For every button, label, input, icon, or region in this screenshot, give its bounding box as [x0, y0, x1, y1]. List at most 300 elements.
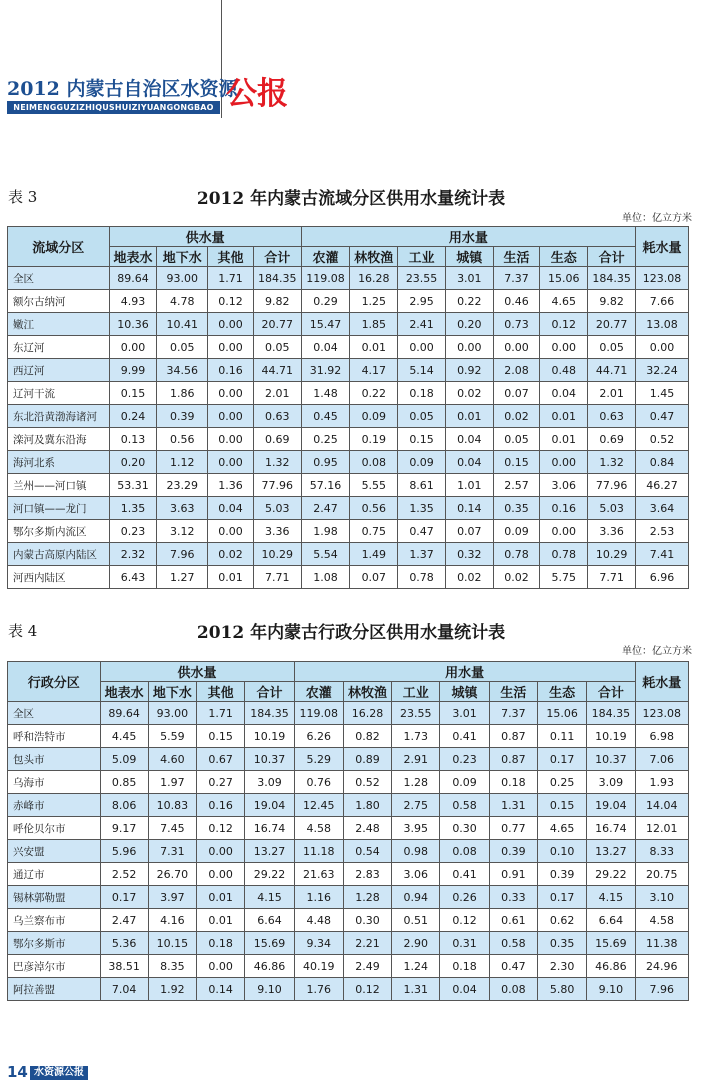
table-cell: 0.12 [540, 313, 588, 336]
table-cell: 0.63 [253, 405, 301, 428]
row-label: 辽河干流 [8, 382, 110, 405]
col-header: 农灌 [294, 682, 343, 702]
table-row [8, 702, 689, 725]
row-label: 通辽市 [8, 863, 101, 886]
table-cell: 0.01 [208, 566, 254, 589]
table-cell: 0.00 [540, 451, 588, 474]
table-cell: 7.37 [489, 702, 537, 725]
table-cell: 0.09 [493, 520, 540, 543]
table-cell: 0.67 [197, 748, 245, 771]
table-cell: 5.80 [537, 978, 586, 1001]
table-cell: 13.08 [636, 313, 689, 336]
col-header: 其他 [197, 682, 245, 702]
col-header: 工业 [392, 682, 440, 702]
table-cell: 0.07 [445, 520, 493, 543]
table-cell: 5.96 [100, 840, 148, 863]
table-cell: 4.45 [100, 725, 148, 748]
table-cell: 0.47 [489, 955, 537, 978]
row-label: 海河北系 [8, 451, 110, 474]
table-cell: 21.63 [294, 863, 343, 886]
table-cell: 0.94 [392, 886, 440, 909]
table-cell: 4.65 [537, 817, 586, 840]
table-cell: 46.86 [245, 955, 294, 978]
table-cell: 10.19 [587, 725, 635, 748]
table-cell: 16.74 [245, 817, 294, 840]
table-cell: 0.17 [100, 886, 148, 909]
row-label: 兴安盟 [8, 840, 101, 863]
table-cell: 7.06 [635, 748, 688, 771]
table-cell: 119.08 [301, 267, 350, 290]
table-cell: 0.69 [588, 428, 636, 451]
table-cell: 15.06 [537, 702, 586, 725]
row-label: 呼和浩特市 [8, 725, 101, 748]
table-cell: 1.85 [350, 313, 398, 336]
col-header: 合计 [588, 247, 636, 267]
table-cell: 2.30 [537, 955, 586, 978]
table-cell: 0.11 [537, 725, 586, 748]
row-label: 河口镇——龙门 [8, 497, 110, 520]
table-cell: 123.08 [635, 702, 688, 725]
table-row [8, 863, 689, 886]
table-cell: 0.08 [350, 451, 398, 474]
table-cell: 0.12 [208, 290, 254, 313]
table-cell: 0.76 [294, 771, 343, 794]
table-cell: 0.00 [109, 336, 157, 359]
table-cell: 10.37 [245, 748, 294, 771]
table-cell: 2.75 [392, 794, 440, 817]
table-cell: 0.29 [301, 290, 350, 313]
table-cell: 0.04 [540, 382, 588, 405]
table-cell: 1.71 [208, 267, 254, 290]
table-cell: 2.01 [588, 382, 636, 405]
table-row [8, 771, 689, 794]
col-header: 生态 [540, 247, 588, 267]
table-cell: 0.01 [540, 405, 588, 428]
table-cell: 0.39 [537, 863, 586, 886]
col-header: 地下水 [157, 247, 208, 267]
table-cell: 0.54 [343, 840, 391, 863]
table-cell: 0.16 [208, 359, 254, 382]
table-cell: 3.63 [157, 497, 208, 520]
table4-unit: 单位：亿立方米 [622, 646, 692, 657]
table-cell: 77.96 [253, 474, 301, 497]
subheader-row [8, 247, 689, 267]
table-cell: 89.64 [109, 267, 157, 290]
table-row [8, 313, 689, 336]
table-cell: 9.34 [294, 932, 343, 955]
row-label: 呼伦贝尔市 [8, 817, 101, 840]
table-row [8, 566, 689, 589]
table-cell: 44.71 [588, 359, 636, 382]
table-cell: 0.91 [489, 863, 537, 886]
table-cell: 0.00 [636, 336, 689, 359]
table-cell: 5.55 [350, 474, 398, 497]
col-header: 农灌 [301, 247, 350, 267]
table-cell: 0.07 [493, 382, 540, 405]
table-row [8, 840, 689, 863]
table-cell: 0.05 [398, 405, 446, 428]
table-cell: 89.64 [100, 702, 148, 725]
region-header: 行政分区 [8, 662, 101, 702]
table-cell: 0.01 [540, 428, 588, 451]
supply-header: 供水量 [100, 662, 294, 682]
table-cell: 2.83 [343, 863, 391, 886]
table-cell: 3.64 [636, 497, 689, 520]
table-cell: 1.32 [253, 451, 301, 474]
table-cell: 2.53 [636, 520, 689, 543]
table-cell: 0.05 [157, 336, 208, 359]
table-cell: 0.23 [109, 520, 157, 543]
table-cell: 4.15 [245, 886, 294, 909]
table-cell: 29.22 [245, 863, 294, 886]
table-cell: 0.00 [197, 955, 245, 978]
table-cell: 0.15 [109, 382, 157, 405]
col-header: 地下水 [148, 682, 196, 702]
table-cell: 1.71 [197, 702, 245, 725]
table-row [8, 955, 689, 978]
table-cell: 1.35 [109, 497, 157, 520]
row-label: 东辽河 [8, 336, 110, 359]
table-cell: 0.61 [489, 909, 537, 932]
supply-header: 供水量 [109, 227, 301, 247]
table-cell: 3.06 [540, 474, 588, 497]
table-row [8, 817, 689, 840]
table-cell: 0.78 [493, 543, 540, 566]
table-cell: 10.83 [148, 794, 196, 817]
table-cell: 2.08 [493, 359, 540, 382]
table-cell: 0.16 [540, 497, 588, 520]
table-cell: 15.47 [301, 313, 350, 336]
table-cell: 0.09 [350, 405, 398, 428]
table-row [8, 794, 689, 817]
table-cell: 26.70 [148, 863, 196, 886]
table-row [8, 497, 689, 520]
table-cell: 1.45 [636, 382, 689, 405]
table-cell: 0.87 [489, 725, 537, 748]
col-header: 生活 [493, 247, 540, 267]
table-cell: 0.02 [208, 543, 254, 566]
table-cell: 0.14 [445, 497, 493, 520]
table-cell: 1.98 [301, 520, 350, 543]
table-cell: 7.71 [253, 566, 301, 589]
table-cell: 23.29 [157, 474, 208, 497]
table-cell: 10.29 [253, 543, 301, 566]
table-cell: 9.10 [587, 978, 635, 1001]
table-cell: 10.36 [109, 313, 157, 336]
row-label: 鄂尔多斯市 [8, 932, 101, 955]
table-cell: 0.89 [343, 748, 391, 771]
region-header: 流域分区 [8, 227, 110, 267]
row-label: 锡林郭勒盟 [8, 886, 101, 909]
table-cell: 0.33 [489, 886, 537, 909]
table-cell: 0.15 [537, 794, 586, 817]
table-row [8, 451, 689, 474]
table-cell: 0.00 [208, 382, 254, 405]
table-cell: 0.35 [493, 497, 540, 520]
table-cell: 0.62 [537, 909, 586, 932]
row-label: 全区 [8, 267, 110, 290]
table-cell: 0.00 [493, 336, 540, 359]
table-cell: 0.22 [350, 382, 398, 405]
publication-name: 水资源公报 [30, 1066, 88, 1080]
table-row [8, 886, 689, 909]
table-cell: 9.82 [253, 290, 301, 313]
table-row [8, 428, 689, 451]
table-cell: 7.66 [636, 290, 689, 313]
table-cell: 0.41 [440, 725, 489, 748]
table-cell: 0.32 [445, 543, 493, 566]
table-cell: 0.00 [208, 520, 254, 543]
table-cell: 9.82 [588, 290, 636, 313]
row-label: 额尔古纳河 [8, 290, 110, 313]
table-cell: 1.31 [489, 794, 537, 817]
table-cell: 0.10 [537, 840, 586, 863]
table3-body [8, 267, 689, 589]
table-cell: 3.09 [245, 771, 294, 794]
table-cell: 4.58 [294, 817, 343, 840]
table-cell: 6.64 [245, 909, 294, 932]
table-cell: 5.09 [100, 748, 148, 771]
table-cell: 16.74 [587, 817, 635, 840]
table-cell: 1.73 [392, 725, 440, 748]
table4-title: 2012 年内蒙古行政分区供用水量统计表 [196, 623, 506, 643]
header-title: 2012 内蒙古自治区水资源 [7, 78, 238, 100]
table-cell: 31.92 [301, 359, 350, 382]
table-cell: 6.96 [636, 566, 689, 589]
table-cell: 57.16 [301, 474, 350, 497]
row-label: 嫩江 [8, 313, 110, 336]
table-cell: 2.47 [301, 497, 350, 520]
table-cell: 3.10 [635, 886, 688, 909]
table-cell: 2.21 [343, 932, 391, 955]
table-row [8, 382, 689, 405]
table-cell: 1.35 [398, 497, 446, 520]
table-cell: 0.08 [440, 840, 489, 863]
table-cell: 0.87 [489, 748, 537, 771]
table-cell: 32.24 [636, 359, 689, 382]
table-cell: 13.27 [587, 840, 635, 863]
table3-unit: 单位：亿立方米 [622, 213, 692, 224]
table-cell: 9.99 [109, 359, 157, 382]
table-cell: 8.35 [148, 955, 196, 978]
table-cell: 0.15 [398, 428, 446, 451]
table-row [8, 932, 689, 955]
table-cell: 0.17 [537, 886, 586, 909]
table-cell: 16.28 [343, 702, 391, 725]
table-cell: 0.98 [392, 840, 440, 863]
table-cell: 7.31 [148, 840, 196, 863]
table-cell: 0.31 [440, 932, 489, 955]
table-cell: 13.27 [245, 840, 294, 863]
table-cell: 77.96 [588, 474, 636, 497]
table-cell: 0.01 [350, 336, 398, 359]
table-cell: 1.37 [398, 543, 446, 566]
table-cell: 12.45 [294, 794, 343, 817]
table-cell: 0.09 [398, 451, 446, 474]
table-cell: 9.17 [100, 817, 148, 840]
table-cell: 0.08 [489, 978, 537, 1001]
table-cell: 0.12 [343, 978, 391, 1001]
col-header: 城镇 [445, 247, 493, 267]
table-cell: 4.48 [294, 909, 343, 932]
table-cell: 184.35 [253, 267, 301, 290]
table-cell: 0.78 [398, 566, 446, 589]
table-cell: 0.18 [398, 382, 446, 405]
table-cell: 0.30 [440, 817, 489, 840]
table-cell: 4.60 [148, 748, 196, 771]
table-cell: 0.04 [445, 451, 493, 474]
col-header: 工业 [398, 247, 446, 267]
table-cell: 0.18 [489, 771, 537, 794]
table-cell: 4.16 [148, 909, 196, 932]
table-row [8, 359, 689, 382]
table-cell: 4.58 [635, 909, 688, 932]
table-cell: 5.54 [301, 543, 350, 566]
table-cell: 3.12 [157, 520, 208, 543]
use-header: 用水量 [301, 227, 635, 247]
table-cell: 0.35 [537, 932, 586, 955]
table-cell: 0.02 [445, 382, 493, 405]
table-cell: 0.82 [343, 725, 391, 748]
table-cell: 53.31 [109, 474, 157, 497]
table-cell: 0.09 [440, 771, 489, 794]
table-cell: 0.02 [493, 566, 540, 589]
table-cell: 15.06 [540, 267, 588, 290]
table-cell: 0.19 [350, 428, 398, 451]
table-row [8, 405, 689, 428]
table-cell: 2.32 [109, 543, 157, 566]
header-pinyin: NEIMENGGUZIZHIQUSHUIZIYUANGONGBAO [7, 101, 220, 114]
row-label: 全区 [8, 702, 101, 725]
table-cell: 7.41 [636, 543, 689, 566]
table-row [8, 336, 689, 359]
table-cell: 4.78 [157, 290, 208, 313]
table-cell: 24.96 [635, 955, 688, 978]
table-cell: 4.93 [109, 290, 157, 313]
table-cell: 0.25 [537, 771, 586, 794]
table-cell: 3.36 [253, 520, 301, 543]
table-cell: 0.78 [540, 543, 588, 566]
table-cell: 1.36 [208, 474, 254, 497]
table-cell: 6.64 [587, 909, 635, 932]
row-label: 乌海市 [8, 771, 101, 794]
table-cell: 0.14 [197, 978, 245, 1001]
table4-label: 表 4 [8, 622, 38, 640]
consumption-header: 耗水量 [636, 227, 689, 267]
table-cell: 11.38 [635, 932, 688, 955]
table-cell: 10.15 [148, 932, 196, 955]
table-cell: 0.22 [445, 290, 493, 313]
table-cell: 0.00 [208, 428, 254, 451]
table-cell: 8.06 [100, 794, 148, 817]
col-header: 合计 [245, 682, 294, 702]
table-cell: 14.04 [635, 794, 688, 817]
row-label: 滦河及冀东沿海 [8, 428, 110, 451]
col-header: 合计 [587, 682, 635, 702]
table-cell: 7.37 [493, 267, 540, 290]
table-cell: 93.00 [148, 702, 196, 725]
table-cell: 0.04 [440, 978, 489, 1001]
table-cell: 0.58 [489, 932, 537, 955]
table-cell: 8.61 [398, 474, 446, 497]
table-cell: 4.17 [350, 359, 398, 382]
table-cell: 0.07 [350, 566, 398, 589]
table-cell: 0.02 [445, 566, 493, 589]
table-cell: 23.55 [392, 702, 440, 725]
table-cell: 0.23 [440, 748, 489, 771]
table-cell: 2.47 [100, 909, 148, 932]
table4 [7, 661, 689, 1001]
table-cell: 20.75 [635, 863, 688, 886]
table-cell: 15.69 [245, 932, 294, 955]
table-cell: 46.86 [587, 955, 635, 978]
table-cell: 0.73 [493, 313, 540, 336]
table-cell: 0.17 [537, 748, 586, 771]
table-cell: 6.98 [635, 725, 688, 748]
col-header: 城镇 [440, 682, 489, 702]
table-cell: 0.04 [301, 336, 350, 359]
table-row [8, 474, 689, 497]
table-cell: 1.24 [392, 955, 440, 978]
table-cell: 3.01 [445, 267, 493, 290]
table-cell: 12.01 [635, 817, 688, 840]
table-cell: 93.00 [157, 267, 208, 290]
table-cell: 0.15 [197, 725, 245, 748]
table-cell: 1.92 [148, 978, 196, 1001]
page-number: 14 [7, 1063, 28, 1081]
table-cell: 4.15 [587, 886, 635, 909]
table-cell: 1.76 [294, 978, 343, 1001]
table-row [8, 290, 689, 313]
table-cell: 38.51 [100, 955, 148, 978]
table-cell: 0.41 [440, 863, 489, 886]
table-cell: 0.00 [208, 451, 254, 474]
row-label: 乌兰察布市 [8, 909, 101, 932]
table-cell: 0.56 [157, 428, 208, 451]
table-cell: 119.08 [294, 702, 343, 725]
table-cell: 0.12 [440, 909, 489, 932]
table-cell: 0.39 [489, 840, 537, 863]
table-cell: 1.08 [301, 566, 350, 589]
table-row [8, 267, 689, 290]
table-cell: 1.93 [635, 771, 688, 794]
table-cell: 0.01 [197, 909, 245, 932]
table-cell: 3.36 [588, 520, 636, 543]
table-cell: 0.00 [197, 840, 245, 863]
row-label: 河西内陆区 [8, 566, 110, 589]
row-label: 东北沿黄渤海诸河 [8, 405, 110, 428]
row-label: 西辽河 [8, 359, 110, 382]
table-cell: 0.18 [440, 955, 489, 978]
col-header: 其他 [208, 247, 254, 267]
table-cell: 23.55 [398, 267, 446, 290]
table-cell: 7.45 [148, 817, 196, 840]
table-row [8, 725, 689, 748]
table-cell: 0.25 [301, 428, 350, 451]
table-cell: 8.33 [635, 840, 688, 863]
table-cell: 0.05 [253, 336, 301, 359]
table3-title: 2012 年内蒙古流域分区供用水量统计表 [196, 189, 506, 209]
table-cell: 0.47 [636, 405, 689, 428]
table-cell: 1.25 [350, 290, 398, 313]
col-header: 生态 [537, 682, 586, 702]
table-cell: 1.16 [294, 886, 343, 909]
table-cell: 5.75 [540, 566, 588, 589]
table4-body [8, 702, 689, 1001]
row-label: 赤峰市 [8, 794, 101, 817]
table-cell: 0.26 [440, 886, 489, 909]
table-cell: 1.97 [148, 771, 196, 794]
